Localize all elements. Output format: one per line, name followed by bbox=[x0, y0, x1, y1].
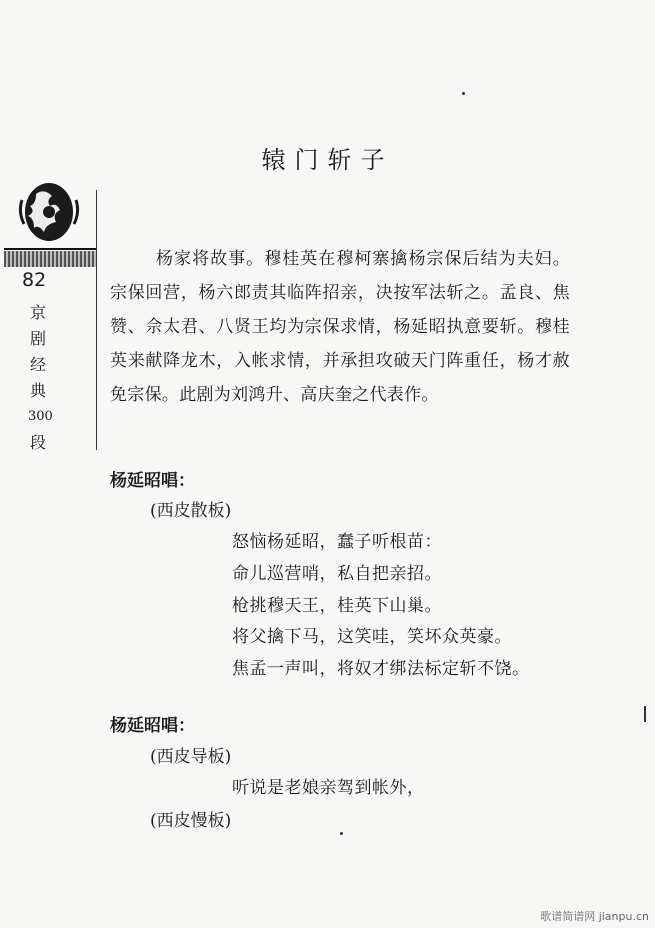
lyric-line: 怒恼杨延昭，蠢子听根苗： bbox=[232, 532, 442, 552]
lyric-line: 将父擒下马，这笑哇，笑坏众英豪。 bbox=[232, 627, 512, 647]
tune-label: (西皮慢板) bbox=[150, 811, 232, 831]
scan-speck bbox=[340, 832, 343, 835]
margin-rule bbox=[96, 190, 97, 450]
tune-label: (西皮导板) bbox=[150, 747, 232, 767]
lyric-line: 命儿巡营哨，私自把亲招。 bbox=[232, 564, 442, 584]
side-title-char: 典 bbox=[29, 381, 46, 400]
tune-label: (西皮散板) bbox=[150, 501, 232, 521]
page-number: 82 bbox=[22, 269, 47, 291]
seal-logo-icon bbox=[16, 180, 82, 244]
side-book-title bbox=[28, 300, 53, 456]
scan-speck bbox=[462, 92, 465, 95]
watermark: 歌谱简谱网 jianpu.cn bbox=[540, 910, 649, 923]
singer-label: 杨延昭唱： bbox=[110, 716, 195, 736]
lyric-line: 枪挑穆天王，桂英下山巢。 bbox=[232, 596, 442, 616]
lyric-line: 听说是老娘亲驾到帐外， bbox=[232, 778, 425, 798]
side-title-char: 剧 bbox=[29, 329, 46, 348]
page-title: 辕门斩子 bbox=[261, 146, 394, 174]
side-title-char: 经 bbox=[29, 355, 46, 374]
intro-paragraph: 杨家将故事。穆桂英在穆柯寨擒杨宗保后结为夫妇。宗保回营，杨六郎责其临阵招亲，决按军法斩之。孟良、焦赞、佘太君、八贤王均为宗保求情，杨延昭执意要斩。穆桂英来献降龙木，入帐求情，并承担攻破天门阵重任，杨才赦免宗保。此剧为刘鸿升、高庆奎之代表作。 bbox=[110, 249, 570, 405]
side-title-char: 300 bbox=[28, 409, 53, 424]
header-rule bbox=[4, 248, 96, 250]
side-title-char: 京 bbox=[29, 303, 46, 322]
decorative-band bbox=[4, 251, 96, 267]
scan-mark bbox=[644, 706, 646, 722]
lyric-line: 焦孟一声叫，将奴才绑法标定斩不饶。 bbox=[232, 659, 530, 679]
singer-label: 杨延昭唱： bbox=[110, 471, 195, 491]
side-title-char: 段 bbox=[29, 433, 46, 452]
